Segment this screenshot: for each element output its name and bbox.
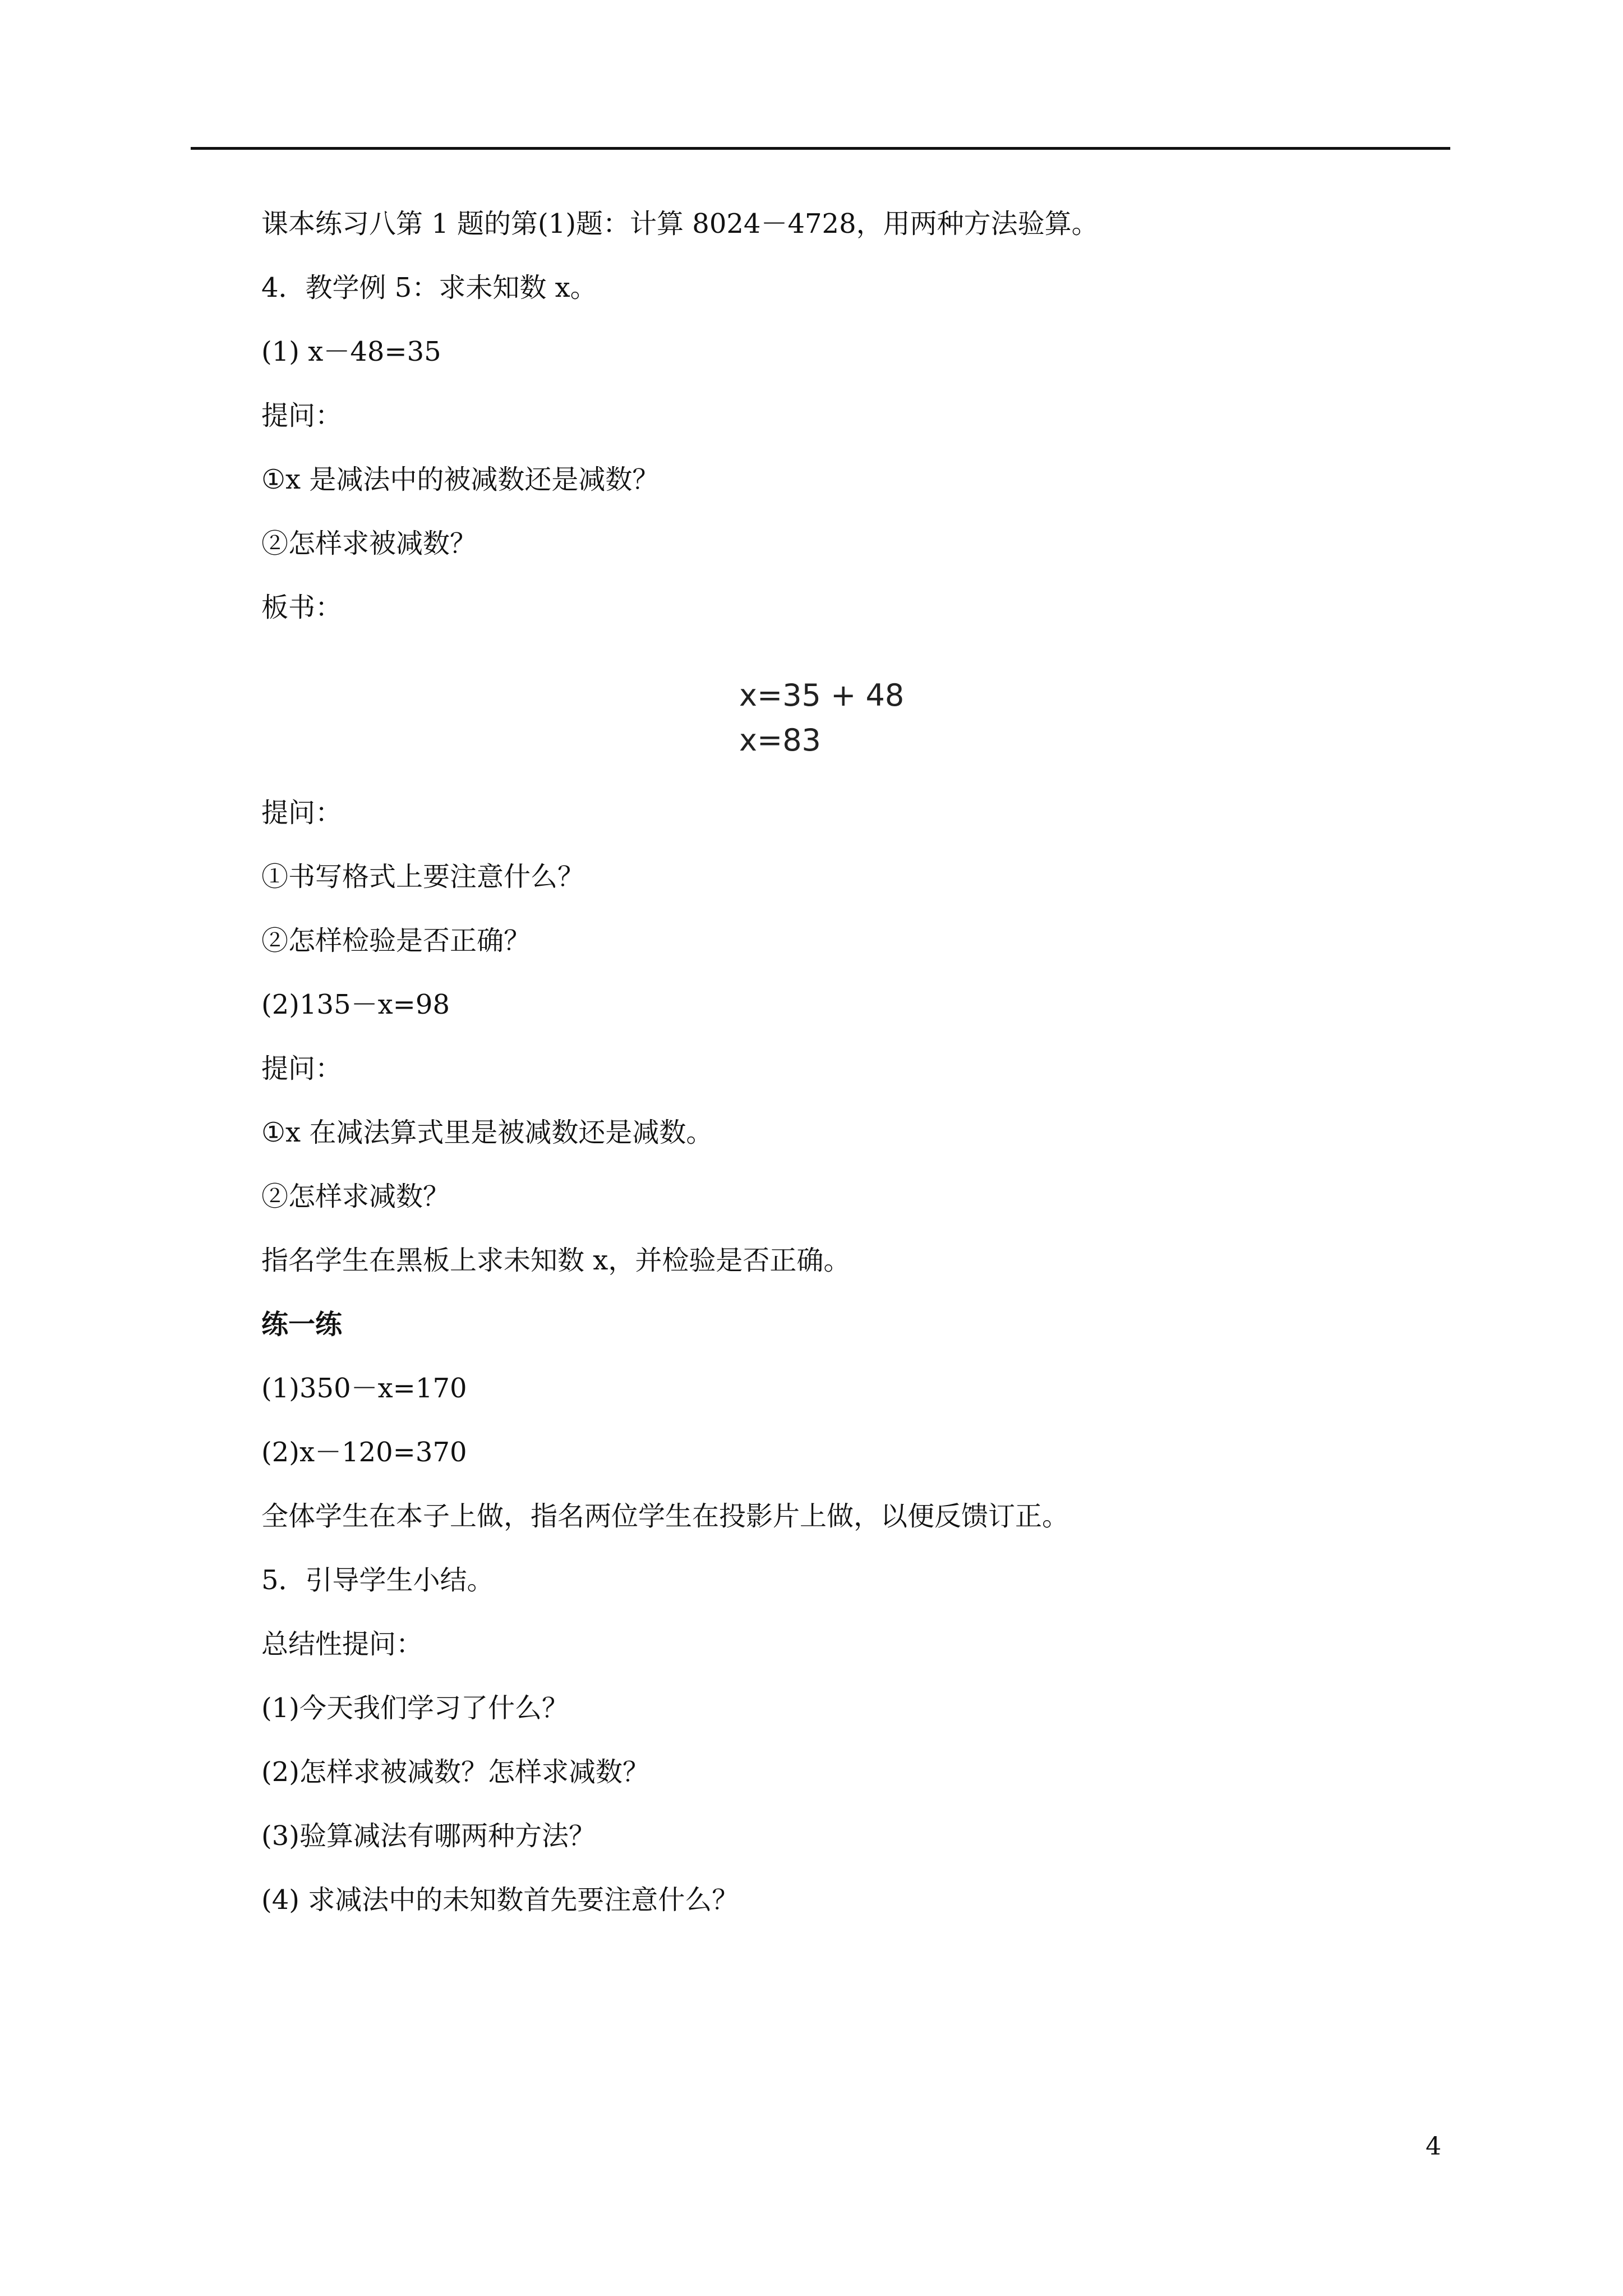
board-line: x=83 bbox=[739, 723, 821, 758]
text-line: 指名学生在黑板上求未知数 x，并检验是否正确。 bbox=[261, 1245, 851, 1276]
text-line: 提问： bbox=[261, 1053, 343, 1084]
text-line: 板书： bbox=[261, 592, 343, 623]
text-line: ②怎样检验是否正确？ bbox=[261, 925, 531, 956]
text-line: 5．引导学生小结。 bbox=[261, 1565, 494, 1596]
text-line: 总结性提问： bbox=[261, 1628, 423, 1660]
text-line: 课本练习八第 1 题的第(1)题：计算 8024－4728，用两种方法验算。 bbox=[261, 208, 1099, 240]
text-line: 4．教学例 5：求未知数 x。 bbox=[261, 272, 597, 303]
page-number: 4 bbox=[1426, 2132, 1441, 2161]
text-line: (1)今天我们学习了什么？ bbox=[261, 1692, 569, 1724]
text-line: (3)验算减法有哪两种方法？ bbox=[261, 1820, 596, 1852]
text-line: (2)135－x=98 bbox=[261, 989, 450, 1020]
text-line: (1) x－48=35 bbox=[261, 336, 441, 367]
text-line: 全体学生在本子上做，指名两位学生在投影片上做，以便反馈订正。 bbox=[261, 1501, 1069, 1532]
text-line: (4) 求减法中的未知数首先要注意什么？ bbox=[261, 1884, 739, 1916]
board-equation bbox=[739, 673, 904, 763]
text-line: ①x 是减法中的被减数还是减数？ bbox=[261, 464, 660, 495]
text-line: ①书写格式上要注意什么？ bbox=[261, 861, 585, 892]
text-line: ①x 在减法算式里是被减数还是减数。 bbox=[261, 1117, 713, 1148]
document-body-continued bbox=[261, 797, 1439, 1948]
text-line: (2)怎样求被减数？怎样求减数？ bbox=[261, 1756, 649, 1788]
text-line: 提问： bbox=[261, 797, 343, 829]
header-rule bbox=[191, 147, 1450, 150]
text-line: ②怎样求减数？ bbox=[261, 1181, 450, 1212]
document-body bbox=[261, 208, 1439, 655]
text-line: ②怎样求被减数？ bbox=[261, 528, 477, 559]
board-line: x=35 + 48 bbox=[739, 678, 905, 713]
section-heading: 练一练 bbox=[261, 1309, 343, 1340]
text-line: 提问： bbox=[261, 400, 343, 431]
text-line: (2)x－120=370 bbox=[261, 1437, 467, 1468]
text-line: (1)350－x=170 bbox=[261, 1373, 467, 1404]
